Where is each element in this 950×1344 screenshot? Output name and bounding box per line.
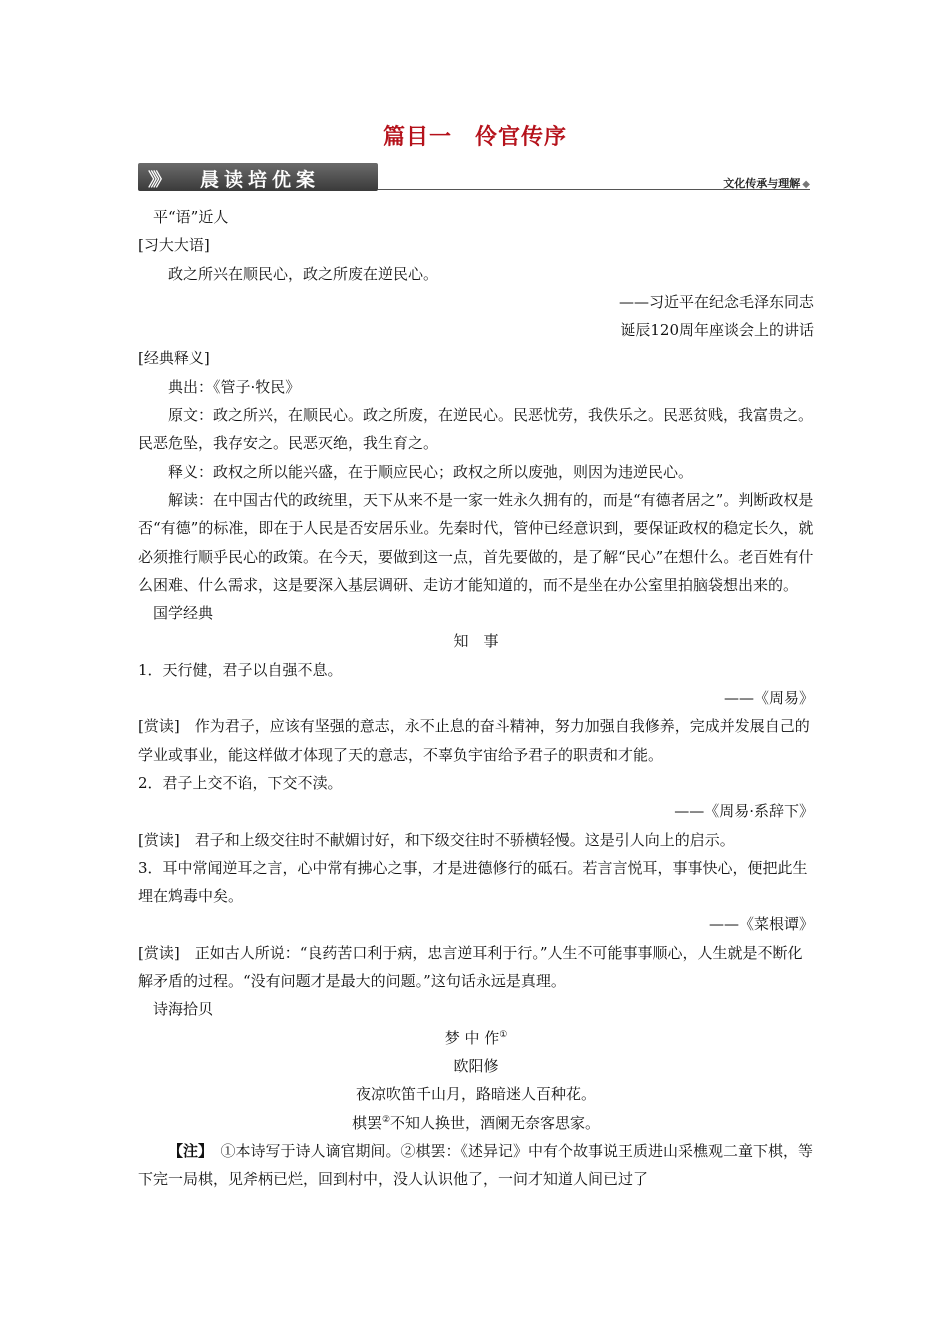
subsection-title: 知 事	[453, 632, 499, 651]
footnote	[138, 1137, 814, 1194]
quote-source-line: ——习近平在纪念毛泽东同志	[618, 292, 814, 311]
subsection-label: [经典释义]	[138, 349, 210, 368]
footnote-mark: ②	[381, 1114, 391, 1125]
quote: 政之所兴在顺民心，政之所废在逆民心。	[168, 264, 439, 283]
list-item: 2．君子上交不谄，下交不渎。	[138, 773, 343, 792]
item-source: ——《周易》	[723, 689, 814, 708]
paragraph: 释义：政权之所以能兴盛，在于顺应民心；政权之所以废弛，则因为违逆民心。	[168, 462, 694, 481]
appreciation: [赏读] 作为君子，应该有坚强的意志，永不止息的奋斗精神，努力加强自我修养，完成并发展自己的学业或事业，能这样做才体现了天的意志，不辜负宇宙给予君子的职责和才能。	[138, 717, 810, 764]
section-heading: 诗海拾贝	[153, 1000, 214, 1019]
note-label: 【注】	[168, 1141, 206, 1160]
item-source: ——《周易·系辞下》	[674, 802, 814, 821]
article-body	[138, 203, 814, 1193]
appreciation: [赏读] 君子和上级交往时不献媚讨好，和下级交往时不骄横轻慢。这是引人向上的启示。	[138, 830, 735, 849]
poem-line: 夜凉吹笛千山月，路暗迷人百种花。	[355, 1085, 596, 1104]
quote-source-line: 诞辰120周年座谈会上的讲话	[620, 321, 814, 340]
section-heading: 平“语”近人	[153, 208, 229, 226]
paragraph: 解读：在中国古代的政统里，天下从来不是一家一姓永久拥有的，而是“有德者居之”。判断政权是否“有德”的标准，即在于人民是否安居乐业。先秦时代，管仲已经意识到，要保证政权的稳定长久，就必须推行顺乎民心的政策。在今天，要做到这一点，首先要做的，是了解“民心”在想什么。老百姓有什么困难、什么需求，这是要深入基层调研、走访才能知道的，而不是坐在办公室里拍脑袋想出来的。	[138, 490, 814, 594]
banner-category-text: 文化传承与理解	[723, 177, 801, 190]
list-item: 3．耳中常闻逆耳之言，心中常有拂心之事，才是进德修行的砥石。若言言悦耳，事事快心，便把此生埋在鸩毒中矣。	[138, 858, 808, 906]
section-heading: 国学经典	[153, 604, 214, 623]
paragraph: 原文：政之所兴，在顺民心。政之所废，在逆民心。民恶忧劳，我佚乐之。民恶贫贱，我富贵之。民恶危坠，我存安之。民恶灭绝，我生育之。	[138, 406, 814, 453]
poem-author: 欧阳修	[453, 1056, 499, 1075]
paragraph: 典出：《管子·牧民》	[168, 377, 301, 396]
list-item: 1．天行健，君子以自强不息。	[138, 660, 343, 679]
page-title: 篇目一 伶官传序	[382, 125, 567, 150]
poem-line-part: 棋罢	[351, 1113, 382, 1132]
diamond-icon: ◆	[802, 179, 810, 190]
poem-line	[138, 1109, 814, 1137]
footnote-mark: ①	[499, 1029, 508, 1040]
subsection-label: [习大大语]	[138, 236, 210, 255]
note-text: ①本诗写于诗人谪官期间。②棋罢：《述异记》中有个故事说王质进山采樵观二童下棋，等下完一局棋，见斧柄已烂，回到村中，没人认识他了，一问才知道人间已过了	[138, 1141, 814, 1189]
banner-label: 晨读培优案	[200, 169, 321, 191]
double-chevron-icon: 》》	[148, 170, 167, 191]
item-source: ——《菜根谭》	[708, 915, 814, 934]
banner-category	[723, 175, 810, 191]
banner-bar	[138, 163, 378, 191]
poem-title	[138, 1024, 814, 1052]
section-banner	[138, 163, 810, 193]
poem-line-part: 不知人换世，酒阑无奈客思家。	[390, 1113, 601, 1132]
appreciation: [赏读] 正如古人所说：“良药苦口利于病，忠言逆耳利于行。”人生不可能事事顺心，人生就是不断化解矛盾的过程。“没有问题才是最大的问题。”这句话永远是真理。	[138, 943, 803, 991]
poem-title-text: 梦 中 作	[444, 1028, 500, 1047]
